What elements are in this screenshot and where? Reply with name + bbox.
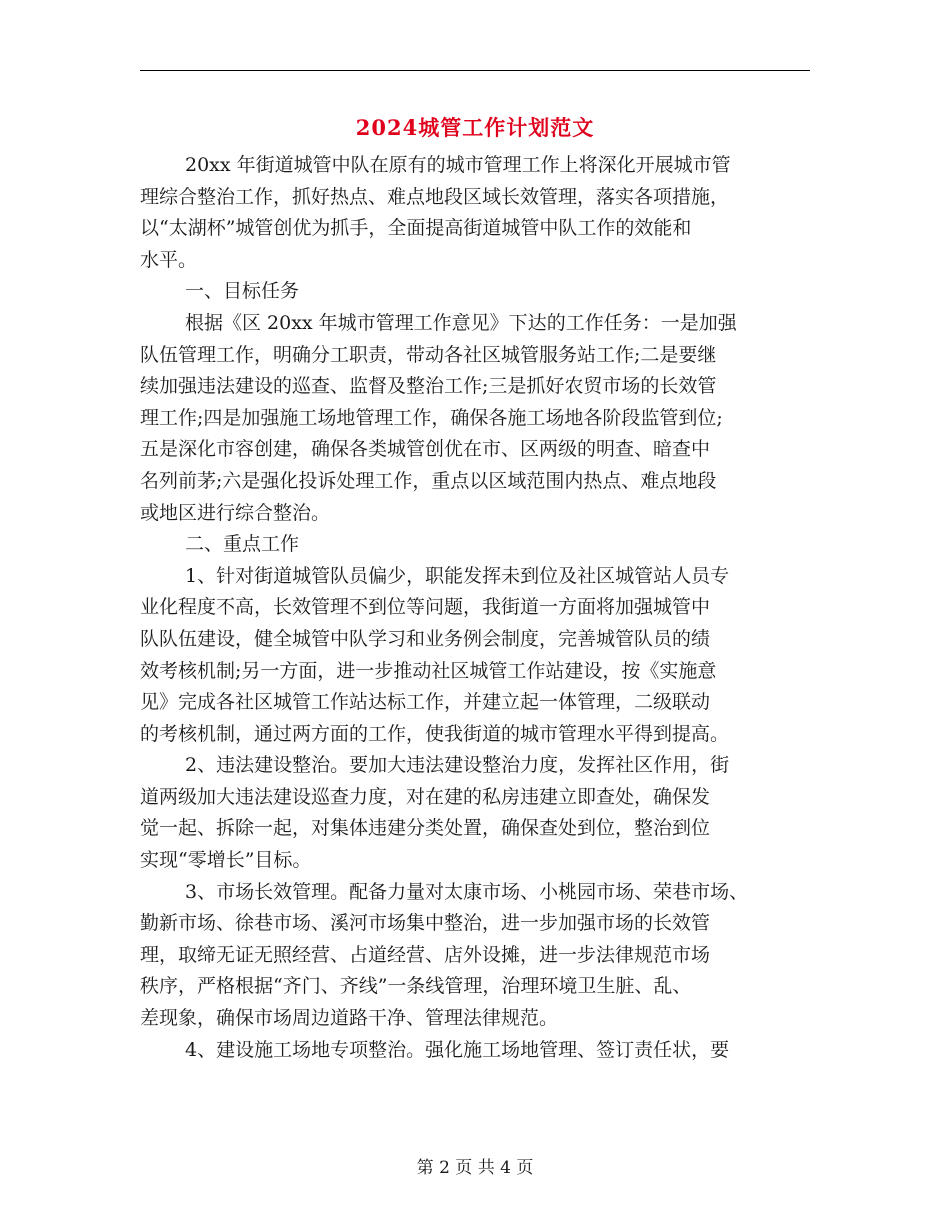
document-title: 2024城管工作计划范文 xyxy=(355,115,595,140)
text-line: 队伍管理工作，明确分工职责，带动各社区城管服务站工作;二是要继 xyxy=(140,343,717,366)
text-line: 理，取缔无证无照经营、占道经营、店外设摊，进一步法律规范市场 xyxy=(140,943,711,966)
text-line: 差现象，确保市场周边道路干净、管理法律规范。 xyxy=(140,1007,559,1030)
text-line: 4、建设施工场地专项整治。强化施工场地管理、签订责任状，要 xyxy=(185,1038,730,1061)
text-line: 二、重点工作 xyxy=(185,533,300,556)
text-line: 1、针对街道城管队员偏少，职能发挥未到位及社区城管站人员专 xyxy=(185,564,730,587)
text-line: 一、目标任务 xyxy=(185,280,300,303)
text-line: 续加强违法建设的巡查、监督及整治工作;三是抓好农贸市场的长效管 xyxy=(140,375,717,398)
page-footer: 第 2 页 共 4 页 xyxy=(416,1158,534,1178)
text-line: 实现“零增长”目标。 xyxy=(140,849,312,872)
text-line: 五是深化市容创建，确保各类城管创优在市、区两级的明查、暗查中 xyxy=(140,438,711,461)
text-line: 道两级加大违法建设巡查力度，对在建的私房违建立即查处，确保发 xyxy=(140,785,711,808)
text-line: 或地区进行综合整治。 xyxy=(140,501,331,524)
text-line: 3、市场长效管理。配备力量对太康市场、小桃园市场、荣巷市场、 xyxy=(185,880,749,903)
document-body xyxy=(140,150,820,1066)
text-line: 见》完成各社区城管工作站达标工作，并建立起一体管理，二级联动 xyxy=(140,691,711,714)
text-line: 2、违法建设整治。要加大违法建设整治力度，发挥社区作用，街 xyxy=(185,754,730,777)
text-line: 理综合整治工作，抓好热点、难点地段区域长效管理，落实各项措施， xyxy=(140,185,730,208)
text-line: 名列前茅;六是强化投诉处理工作，重点以区域范围内热点、难点地段 xyxy=(140,469,717,492)
text-line: 根据《区 20xx 年城市管理工作意见》下达的工作任务：一是加强 xyxy=(185,311,737,334)
header-rule xyxy=(140,70,810,71)
text-line: 20xx 年街道城管中队在原有的城市管理工作上将深化开展城市管 xyxy=(185,154,731,176)
text-line: 的考核机制，通过两方面的工作，使我街道的城市管理水平得到提高。 xyxy=(140,722,730,745)
text-line: 效考核机制;另一方面，进一步推动社区城管工作站建设，按《实施意 xyxy=(140,659,717,682)
text-line: 理工作;四是加强施工场地管理工作，确保各施工场地各阶段监管到位; xyxy=(140,406,723,429)
text-line: 觉一起、拆除一起，对集体违建分类处置，确保查处到位，整治到位 xyxy=(140,817,711,840)
text-line: 业化程度不高，长效管理不到位等问题，我街道一方面将加强城管中 xyxy=(140,596,711,619)
text-line: 秩序，严格根据“齐门、齐线”一条线管理，治理环境卫生脏、乱、 xyxy=(140,975,692,998)
text-line: 勤新市场、徐巷市场、溪河市场集中整治，进一步加强市场的长效管 xyxy=(140,912,711,935)
text-line: 以“太湖杯”城管创优为抓手，全面提高街道城管中队工作的效能和 xyxy=(140,217,692,240)
text-line: 水平。 xyxy=(140,248,198,271)
text-line: 队队伍建设，健全城管中队学习和业务例会制度，完善城管队员的绩 xyxy=(140,627,711,650)
